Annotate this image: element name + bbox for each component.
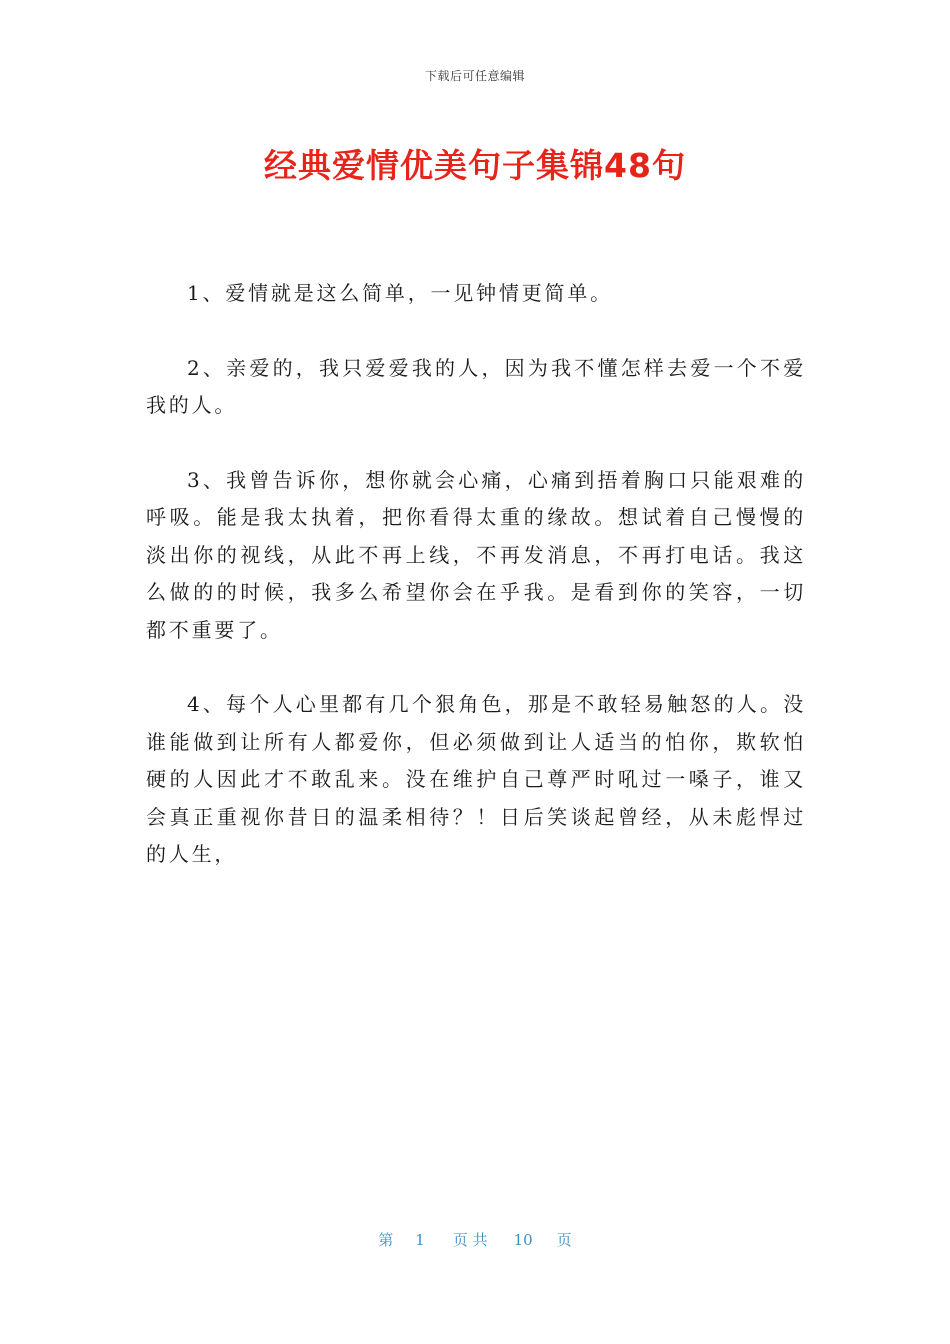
- footer-page-number: 1: [415, 1231, 425, 1249]
- document-body: [146, 275, 806, 911]
- page-footer: [0, 1229, 950, 1250]
- document-title: 经典爱情优美句子集锦48句: [264, 146, 686, 185]
- paragraph-1: 1、爱情就是这么简单，一见钟情更简单。: [187, 281, 613, 305]
- paragraph-3: 3、我曾告诉你，想你就会心痛，心痛到捂着胸口只能艰难的呼吸。能是我太执着，把你看得太重的缘故。想试着自己慢慢的淡出你的视线，从此不再上线，不再发消息，不再打电话。我这么做的的时候，我多么希望你会在乎我。是看到你的笑容，一切都不重要了。: [146, 467, 806, 642]
- header-note: 下载后可任意编辑: [424, 69, 525, 83]
- footer-total-pages: 10: [513, 1231, 533, 1249]
- paragraph-2: 2、亲爱的，我只爱爱我的人，因为我不懂怎样去爱一个不爱我的人。: [146, 355, 806, 417]
- paragraph-4: 4、每个人心里都有几个狠角色，那是不敢轻易触怒的人。没谁能做到让所有人都爱你，但必须做到让人适当的怕你，欺软怕硬的人因此才不敢乱来。没在维护自己尊严时吼过一嗓子，谁又会真正重视你昔日的温柔相待？！日后笑谈起曾经，从未彪悍过的人生，: [146, 692, 806, 866]
- footer-ye-gong: 页 共: [452, 1231, 488, 1249]
- footer-ye: 页: [556, 1231, 572, 1249]
- footer-di: 第: [378, 1231, 394, 1249]
